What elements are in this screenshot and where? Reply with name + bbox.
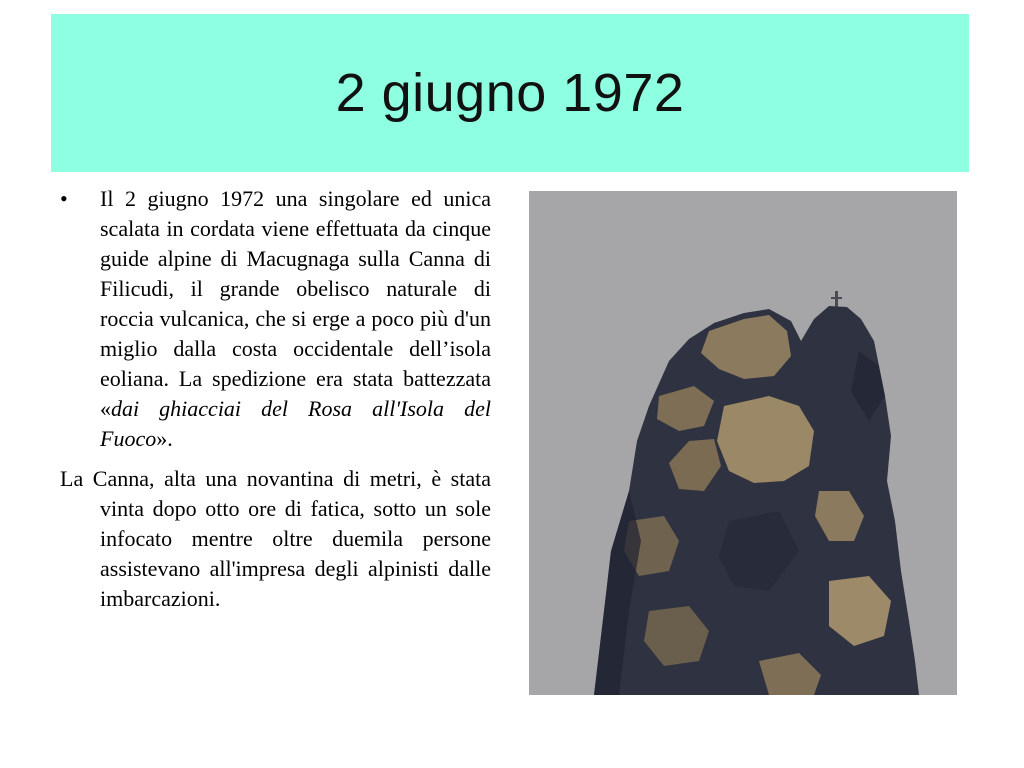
body-text xyxy=(60,184,491,614)
rock-photo xyxy=(529,191,957,695)
paragraph-text: Il 2 giugno 1972 una singolare ed unica scalata in cordata viene effettuata da cinque guide alpine di Macugnaga sulla Canna di Filicudi, il grande obelisco naturale di roccia vulcanica, che si erge a poco più d'un miglio dalla costa occidentale dell’isola eoliana. La spedizione era stata battezzata « xyxy=(100,186,491,421)
second-paragraph: La Canna, alta una novantina di metri, è stata vinta dopo otto ore di fatica, sotto un sole infocato mentre oltre duemila persone assistevano all'impresa degli alpinisti dalle imbarcazioni. xyxy=(60,466,491,611)
paragraph-text-end: ». xyxy=(156,426,173,451)
rock-obelisk-image xyxy=(529,191,957,695)
title-bar xyxy=(51,14,969,172)
bullet-icon: • xyxy=(60,186,68,211)
slide-title: 2 giugno 1972 xyxy=(335,63,685,123)
bullet-paragraph xyxy=(60,184,491,454)
expedition-name: dai ghiacciai del Rosa all'Isola del Fuoco xyxy=(100,396,491,451)
